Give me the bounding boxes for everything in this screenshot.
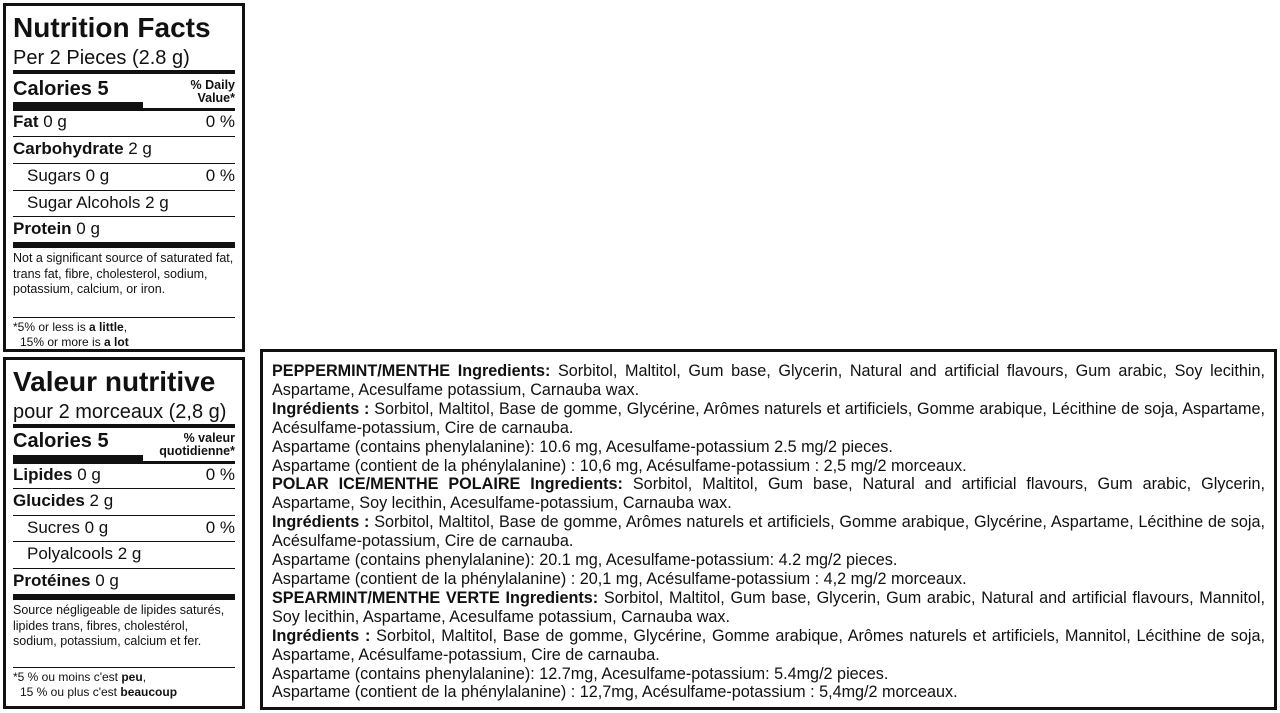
ingredients-panel: [260, 349, 1277, 710]
divider: [13, 70, 235, 74]
divider: [13, 317, 235, 318]
nutrient-dv: 0 %: [205, 112, 235, 131]
calories-label: Calories 5: [13, 430, 109, 452]
nutrient-name: Carbohydrate: [13, 139, 124, 158]
nutrient-dv: 0 %: [205, 465, 235, 484]
ingredients-paragraph: Ingrédients : Sorbitol, Maltitol, Base de gomme, Glycérine, Gomme arabique, Arômes naturels et artificiels, Mannitol, Lécithine de soja, Aspartame, Acésulfame-potassium, Cire de carnauba.: [272, 626, 1265, 664]
nutrient-row-proteines: [13, 568, 235, 594]
nutrient-row-glucides: [13, 488, 235, 514]
ingredients-paragraph: Aspartame (contient de la phénylalanine) : 10,6 mg, Acésulfame-potassium : 2,5 mg/2 morceaux.: [272, 456, 967, 475]
nutrient-name: Sugar Alcohols 2 g: [27, 193, 169, 212]
ingredients-paragraph: Aspartame (contains phenylalanine): 12.7mg, Acesulfame-potassium: 5.4mg/2 pieces.: [272, 664, 889, 683]
nutrient-name: Glucides: [13, 491, 85, 510]
nutrient-row-protein: [13, 216, 235, 242]
nutrient-amount: 0 g: [38, 112, 67, 131]
nutrient-row-fat: [13, 109, 235, 135]
nutrient-row-sucres: [13, 515, 235, 541]
not-significant-note: Source négligeable de lipides saturés, lipides trans, fibres, cholestérol, sodium, potassium, calcium et fer.: [13, 603, 225, 648]
nutrient-amount: 0 g: [71, 219, 100, 238]
ingredients-paragraph: Aspartame (contains phenylalanine): 10.6 mg, Acesulfame-potassium 2.5 mg/2 pieces.: [272, 437, 893, 456]
divider: [13, 424, 235, 428]
nutrient-row-sugars: [13, 163, 235, 189]
nutrition-facts-panel-en: [3, 3, 245, 352]
nutrient-name: Lipides: [13, 465, 73, 484]
not-significant-note: Not a significant source of saturated fat, trans fat, fibre, cholesterol, sodium, potassium, calcium, or iron.: [13, 251, 234, 296]
nutrient-amount: 2 g: [123, 139, 152, 158]
divider: [13, 594, 235, 600]
nutrient-amount: 0 g: [90, 571, 119, 590]
nutrient-row-polyalcools: [13, 541, 235, 567]
ingredients-text: [272, 362, 1265, 702]
divider: [13, 667, 235, 668]
daily-value-footnote: *5 % ou moins c'est peu, 15 % ou plus c'est beaucoup: [13, 670, 178, 699]
ingredients-paragraph: Aspartame (contains phenylalanine): 20.1 mg, Acesulfame-potassium: 4.2 mg/2 pieces.: [272, 551, 898, 570]
nutrient-amount: 0 g: [72, 465, 101, 484]
nutrient-dv: 0 %: [205, 518, 235, 537]
ingredients-paragraph: Ingrédients : Sorbitol, Maltitol, Base de gomme, Glycérine, Arômes naturels et artificiels, Gomme arabique, Lécithine de soja, Aspartame, Acésulfame-potassium, Cire de carnauba.: [272, 399, 1265, 437]
nutrient-name: Sucres 0 g: [27, 518, 109, 537]
daily-value-footnote: *5% or less is a little, 15% or more is a lot: [13, 320, 129, 349]
calories-label: Calories 5: [13, 78, 109, 100]
serving-size: Per 2 Pieces (2.8 g): [13, 47, 190, 69]
nutrient-name: Fat: [13, 112, 39, 131]
ingredients-paragraph: Aspartame (contient de la phénylalanine) : 12,7mg, Acésulfame-potassium : 5,4mg/2 morceaux.: [272, 683, 958, 702]
daily-value-header: % valeur quotidienne*: [159, 431, 235, 458]
ingredients-paragraph: Aspartame (contient de la phénylalanine) : 20,1 mg, Acésulfame-potassium : 4,2 mg/2 morceaux.: [272, 569, 967, 588]
nutrient-name: Polyalcools 2 g: [27, 544, 142, 563]
ingredients-paragraph: POLAR ICE/MENTHE POLAIRE Ingredients: Sorbitol, Maltitol, Gum base, Natural and artificial flavours, Gum arabic, Glycerin, Aspartame, Soy lecithin, Acesulfame-potassium, Carnauba wax.: [272, 475, 1265, 513]
nutrient-name: Protéines: [13, 571, 91, 590]
ingredients-paragraph: PEPPERMINT/MENTHE Ingredients: Sorbitol, Maltitol, Gum base, Glycerin, Natural and artificial flavours, Gum arabic, Soy lecithin, Aspartame, Acesulfame potassium, Carnauba wax.: [272, 362, 1265, 399]
ingredients-paragraph: SPEARMINT/MENTHE VERTE Ingredients: Sorbitol, Maltitol, Gum base, Glycerin, Gum arabic, Natural and artificial flavours, Mannitol, Soy lecithin, Aspartame, Acesulfame potassium, Carnauba wax.: [272, 588, 1265, 626]
nutrient-amount: 2 g: [84, 491, 114, 510]
divider: [13, 242, 235, 248]
panel-title: Valeur nutritive: [13, 366, 216, 397]
nutrient-row-lipides: [13, 462, 235, 488]
nutrient-dv: 0 %: [205, 166, 235, 185]
nutrient-name: Sugars 0 g: [27, 166, 110, 185]
nutrient-name: Protein: [13, 219, 72, 238]
ingredients-paragraph: Ingrédients : Sorbitol, Maltitol, Base de gomme, Arômes naturels et artificiels, Gomme arabique, Glycérine, Aspartame, Lécithine de soja, Acésulfame-potassium, Cire de carnauba.: [272, 513, 1265, 551]
nutrient-row-sugar-alcohols: [13, 190, 235, 216]
daily-value-header: % Daily Value*: [190, 78, 235, 105]
serving-size: pour 2 morceaux (2,8 g): [13, 401, 227, 423]
nutrition-facts-panel-fr: [3, 357, 245, 709]
nutrient-row-carbohydrate: [13, 136, 235, 162]
panel-title: Nutrition Facts: [13, 12, 211, 43]
